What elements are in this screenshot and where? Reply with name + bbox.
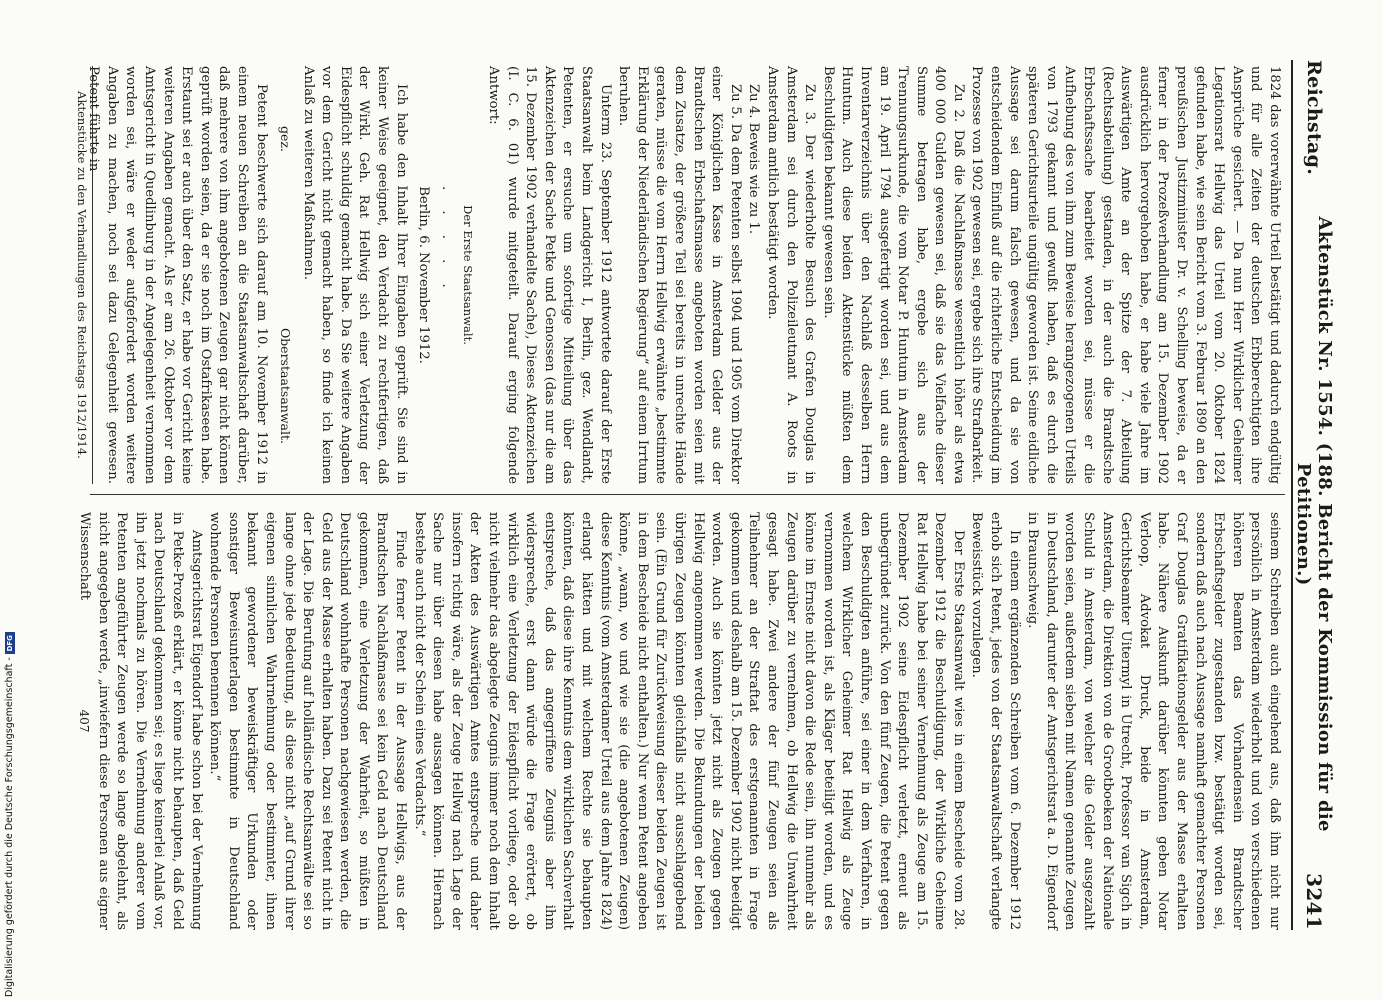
footer-left: Aktenstücke zu den Verhandlungen des Reichstags 1912/1914. xyxy=(75,66,93,484)
paragraph: seinem Schreiben auch eingehend aus, daß ihm nicht nur persönlich in Amsterdam wiederholt und von verschiedenen höheren Beamten das Vorhandensein Brandtscher Erbschaftsgelder zugestanden bzw. bestätigt worden sei, sondern daß auch nach Aussage namhaft gemachter Personen Graf Douglas Gratifikationsgelder aus der Masse erhalten habe. Nähere Auskunft darüber könnten geben Notar Verloop, Advokat Druck, beide in Amsterdam, Gerichtsbeamter Uitermyl in Utrecht, Professor van Sigch in Amsterdam, die Direktion von de Grootboeken der Nationale Schuld in Amsterdam, von welcher die Gelder ausgezahlt worden seien, außerdem sieben mit Namen genannte Zeugen in Deutschland, darunter der Amtsgerichtsrat a. D. Eigendorf in Braunschweig. xyxy=(1025,512,1282,931)
paragraph: Zu 3. Der wiederholte Besuch des Grafen Douglas in Amsterdam sei durch den Polizeileutnant A. Roots in Amsterdam amtlich bestätigt worden. xyxy=(764,66,818,484)
paragraph: In einem ergänzenden Schreiben vom 6. Dezember 1912 erhob sich Petent, jedes von der Staatsanwaltschaft verlangte Beweisstück vorzulegen. xyxy=(969,512,1022,930)
page-number: 3241 xyxy=(1302,873,1326,930)
signature-gez: gez. xyxy=(278,126,294,152)
signature-block xyxy=(270,66,299,484)
letter-paragraph: Ich habe den Inhalt Ihrer Eingaben geprüft. Sie sind in keiner Weise geeignet, den Verdacht zu rechtfertigen, daß der Wirkl. Geh. Rat Hellwig sich einer Verletzung der Eidespflicht schuldig gemacht habe. Da Sie weitere Angaben vor dem Gericht nicht gemacht haben, so finde ich keinen Anlaß zu weiteren Maßnahmen. xyxy=(300,66,409,484)
paragraph: Finde ferner Petent in der Aussage Hellwigs, aus der Brandtschen Nachlaßmasse sei kein Geld nach Deutschland gekommen, eine Verletzung der Wahrheit, so müßten in Deutschland wohnhafte Personen nachgewiesen werden, die Geld aus der Masse erhalten haben. Dazu sei Petent nicht in der Lage. Die Berufung auf holländische Rechtsanwälte sei so lange ohne jede Bedeutung, als diese nicht „auf Grund ihrer eigenen sinnlichen Wahrnehmung oder bestimmter, ihnen bekannt gewordener beweiskräftiger Urkunden oder sonstiger Beweisunterlagen bestimmte in Deutschland wohnende Personen benennen können.“ xyxy=(207,512,409,930)
header-rule xyxy=(1291,60,1293,930)
header-left: Reichstag. xyxy=(1303,60,1325,176)
dfg-logo-icon: DFG xyxy=(5,632,15,654)
paragraph: Amtsgerichtsrat Eigendorf habe schon bei der Vernehmung in Petke-Prozeß erklärt, er könne nicht behaupten, daß Geld nach Deutschland gekommen sei; es liege keinerlei Anlaß vor, ihn jetzt nochmals zu hören. Die Vernehmung anderer vom Petenten angeführter Zeugen werde so lange abgelehnt, als nicht angegeben werde, „inwiefern diese Personen aus eigner Wissenschaft xyxy=(77,512,204,930)
header-title: Aktenstück Nr. 1554. (188. Bericht der Kommission für die Petitionen.) xyxy=(1293,216,1335,832)
paragraph: Zu 4. Beweis wie zu 1. xyxy=(746,84,762,235)
signature-title: Oberstaatsanwalt. xyxy=(278,327,294,444)
place-date: Berlin, 6. November 1912. xyxy=(416,186,432,364)
paragraph: Unterm 23. September 1912 antwortete darauf der Erste Staatsanwalt beim Landgericht I, Berlin, gez. Wendlandt, Petenten, er ersuche um sofortige Mitteilung über das Aktenzeichen der Sache Petke und Genossen (das nur die am 15. Dezember 1902 verhandelte Sache), Dieses Aktenzeichen (I. C. 6. 01) wurde mitgeteilt. Darauf erging folgende Antwort: xyxy=(486,66,613,484)
page-header xyxy=(1295,60,1333,930)
right-column xyxy=(74,512,1283,930)
paragraph: Petent beschwerte sich darauf am 10. November 1912 in einem neuen Schreiben an die Staatsanwaltschaft darüber, daß mehrere von ihm angebotenen Zeugen gar nicht können geprüft worden seien, da er sie noch im Ostafrikaseen habe. Erstaunt sei er auch über den Satz, er habe vor Gericht keine weiteren Angaben gemacht. Als er am 26. Oktober vor dem Amtsgericht in Quedlinburg in der Angelegenheit vernommen worden sei, wäre er weder aufgefordert worden weitere Angaben zu machen, noch sei dazu Gelegenheit gewesen. Petent führte in xyxy=(86,66,269,484)
signature-label: Der Erste Staatsanwalt. xyxy=(461,205,476,345)
column-divider xyxy=(90,494,1285,495)
ellipsis: . . . . . xyxy=(438,186,454,296)
paragraph: Zu 2. Daß die Nachlaßmasse wesentlich höher als etwa 400 000 Gulden gewesen sei, daß sie das Vielfache dieser Summe betragen habe, ergebe sich aus der Trennungsurkunde, die vom Notar P. Huntum in Amsterdam am 19. April 1794 ausgefertigt worden sei, und aus dem Inventarverzeichnis über den Nachlaß desselben Herrn Huntum. Auch diese beiden Aktenstücke müßten dem Beschuldigten bekannt gewesen sein. xyxy=(820,66,966,484)
paragraph: Zu 5. Da dem Petenten selbst 1904 und 1905 vom Direktor einer Königlichen Kasse in Amsterdam Gelder aus der Brandtschen Erbschaftsmasse angeboten worden seien mit dem Zusatze, der größere Teil sei bereits in unrechte Hände geraten, müsse die vom Herrn Hellwig erwähnte „bestimmte Erklärung der Niederländischen Regierung“ auf einem Irrtum beruhen. xyxy=(616,66,743,484)
digitization-stamp xyxy=(4,632,15,997)
paragraph: Der Erste Staatsanwalt wies in einem Bescheide vom 28. Dezember 1912 die Beschuldigung, der Wirkliche Geheime Rat Hellwig habe bei seiner Vernehmung als Zeuge am 15. Dezember 1902 seine Eidespflicht verletzt, erneut als unbegründet zurück. Von den fünf Zeugen, die Petent gegen den Beschuldigten anführe, sei einer in dem Verfahren, in welchem Wirklicher Geheimer Rat Hellwig als Zeuge vernommen worden ist, als Kläger beteiligt worden, und es könne im Ernste nicht davon die Rede sein, ihn nunmehr als Zeugen darüber zu vernehmen, ob Hellwig die Unwahrheit gesagt habe. Zwei andere der fünf Zeugen seien als Teilnehmer an der Straftat des erstgenannten in Frage gekommen und deshalb am 15. Dezember 1902 nicht beeidigt worden. Auch sie könnten jetzt nicht als Zeugen gegen Hellwig angenommen werden. Die Bekundungen der beiden übrigen Zeugen könnten gleichfalls nicht ausschlaggebend sein. (Ein Grund für Zurückweisung dieser beiden Zeugen ist in dem Bescheide nicht enthalten.) Nur wenn Petent angeben könne, „wann, wo und wie sie (die angebotenen Zeugen) diese Kenntnis (vom Amsterdamer Urteil aus dem Jahre 1824) erlangt hätten und mit welchem Rechte sie behaupten könnten, daß diese ihre Kenntnis dem wirklichen Sachverhalt entspreche, daß das angegriffene Zeugnis aber ihm widerspreche, erst dann würde die Frage erörtert, ob wirklich eine Verletzung der Eidespflicht vorliege, oder ob nicht vielmehr das abgelegte Zeugnis immer noch dem Inhalt der Akten des Auswärtigen Amtes entspreche und daher insofern richtig wäre, als der Zeuge Hellwig nach Lage der Sache nur über diesen habe aussagen können. Hiernach bestehe auch nicht der Schein eines Verdachts.“ xyxy=(411,512,966,930)
stamp-text: Digitalisierung gefördert durch die Deutsche Forschungsgemeinschaft - xyxy=(4,657,15,997)
footer-page-number: 407 xyxy=(77,709,91,733)
left-column xyxy=(84,66,1283,484)
paragraph: 1824 das vorerwähnte Urteil bestätigt und dadurch endgültig und für alle Zeiten der deutschen Erbberechtigten ihre Ansprüche gesichert. — Da nun Herr Wirklicher Geheimer Legationsrat Hellwig das Urteil vom 20. Oktober 1824 gefunden habe, wie sein Bericht vom 3. Februar 1890 an den preußischen Justizminister Dr. v. Schelling beweise, da er ferner in der Prozeßverhandlung am 15. Dezember 1902 ausdrücklich hervorgehoben habe, er habe viele Jahre im Auswärtigen Amte an der Spitze der 7. Abteilung (Rechtsabteilung) gestanden, in der auch die Brandtsche Erbschaftssache bearbeitet worden sei, müsse er die Aufhebung des von ihm zum Beweise herangezogenen Urteils von 1793 gekannt und gewußt haben, daß es durch die späteren Gerichtsurteile ungültig geworden ist. Seine eidliche Aussage sei darum falsch gewesen, und da sie von entscheidendem Einfluß auf die richterliche Entscheidung im Prozesse von 1902 gewesen sei, ergebe sich ihre Strafbarkeit. xyxy=(969,66,1282,484)
